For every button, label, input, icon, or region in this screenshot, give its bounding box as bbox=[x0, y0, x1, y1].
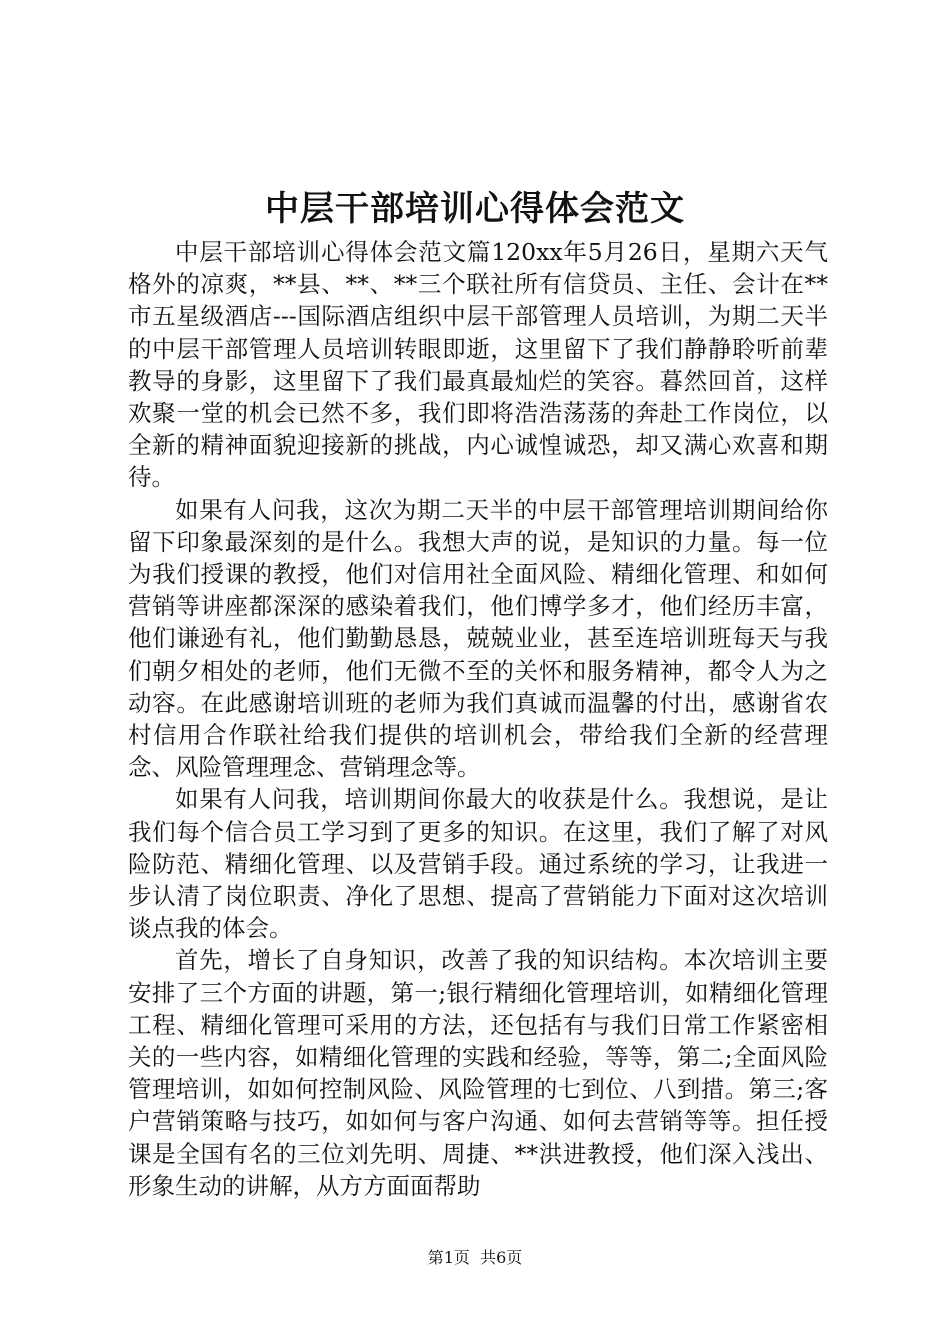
paragraph-2: 如果有人问我，这次为期二天半的中层干部管理培训期间给你留下印象最深刻的是什么。我想大声的说，是知识的力量。每一位为我们授课的教授，他们对信用社全面风险、精细化管理、和如何营销等讲座都深深的感染着我们，他们博学多才，他们经历丰富，他们谦逊有礼，他们勤勤恳恳，兢兢业业，甚至连培训班每天与我们朝夕相处的老师，他们无微不至的关怀和服务精神，都令人为之动容。在此感谢培训班的老师为我们真诚而温馨的付出，感谢省农村信用合作联社给我们提供的培训机会，带给我们全新的经营理念、风险管理理念、营销理念等。 bbox=[128, 495, 828, 782]
document-title: 中层干部培训心得体会范文 bbox=[265, 189, 685, 229]
page-total: 共6页 bbox=[480, 1248, 523, 1267]
page-number: 第1页 bbox=[427, 1248, 470, 1267]
document-body bbox=[128, 236, 828, 1202]
paragraph-4: 首先，增长了自身知识，改善了我的知识结构。本次培训主要安排了三个方面的讲题，第一;银行精细化管理培训，如精细化管理工程、精细化管理可采用的方法，还包括有与我们日常工作紧密相关的一些内容，如精细化管理的实践和经验，等等，第二;全面风险管理培训，如如何控制风险、风险管理的七到位、八到措。第三;客户营销策略与技巧，如如何与客户沟通、如何去营销等等。担任授课是全国有名的三位刘先明、周捷、**洪进教授，他们深入浅出、形象生动的讲解，从方方面面帮助 bbox=[128, 946, 828, 1200]
paragraph-3: 如果有人问我，培训期间你最大的收获是什么。我想说，是让我们每个信合员工学习到了更多的知识。在这里，我们了解了对风险防范、精细化管理、以及营销手段。通过系统的学习，让我进一步认清了岗位职责、净化了思想、提高了营销能力下面对这次培训谈点我的体会。 bbox=[128, 785, 828, 943]
paragraph-1: 中层干部培训心得体会范文篇120xx年5月26日，星期六天气格外的凉爽，**县、**、**三个联社所有信贷员、主任、会计在**市五星级酒店---国际酒店组织中层干部管理人员培训，为期二天半的中层干部管理人员培训转眼即逝，这里留下了我们静静聆听前辈教导的身影，这里留下了我们最真最灿烂的笑容。暮然回首，这样欢聚一堂的机会已然不多，我们即将浩浩荡荡的奔赴工作岗位，以全新的精神面貌迎接新的挑战，内心诚惶诚恐，却又满心欢喜和期待。 bbox=[128, 238, 828, 492]
page-footer bbox=[0, 1246, 950, 1270]
